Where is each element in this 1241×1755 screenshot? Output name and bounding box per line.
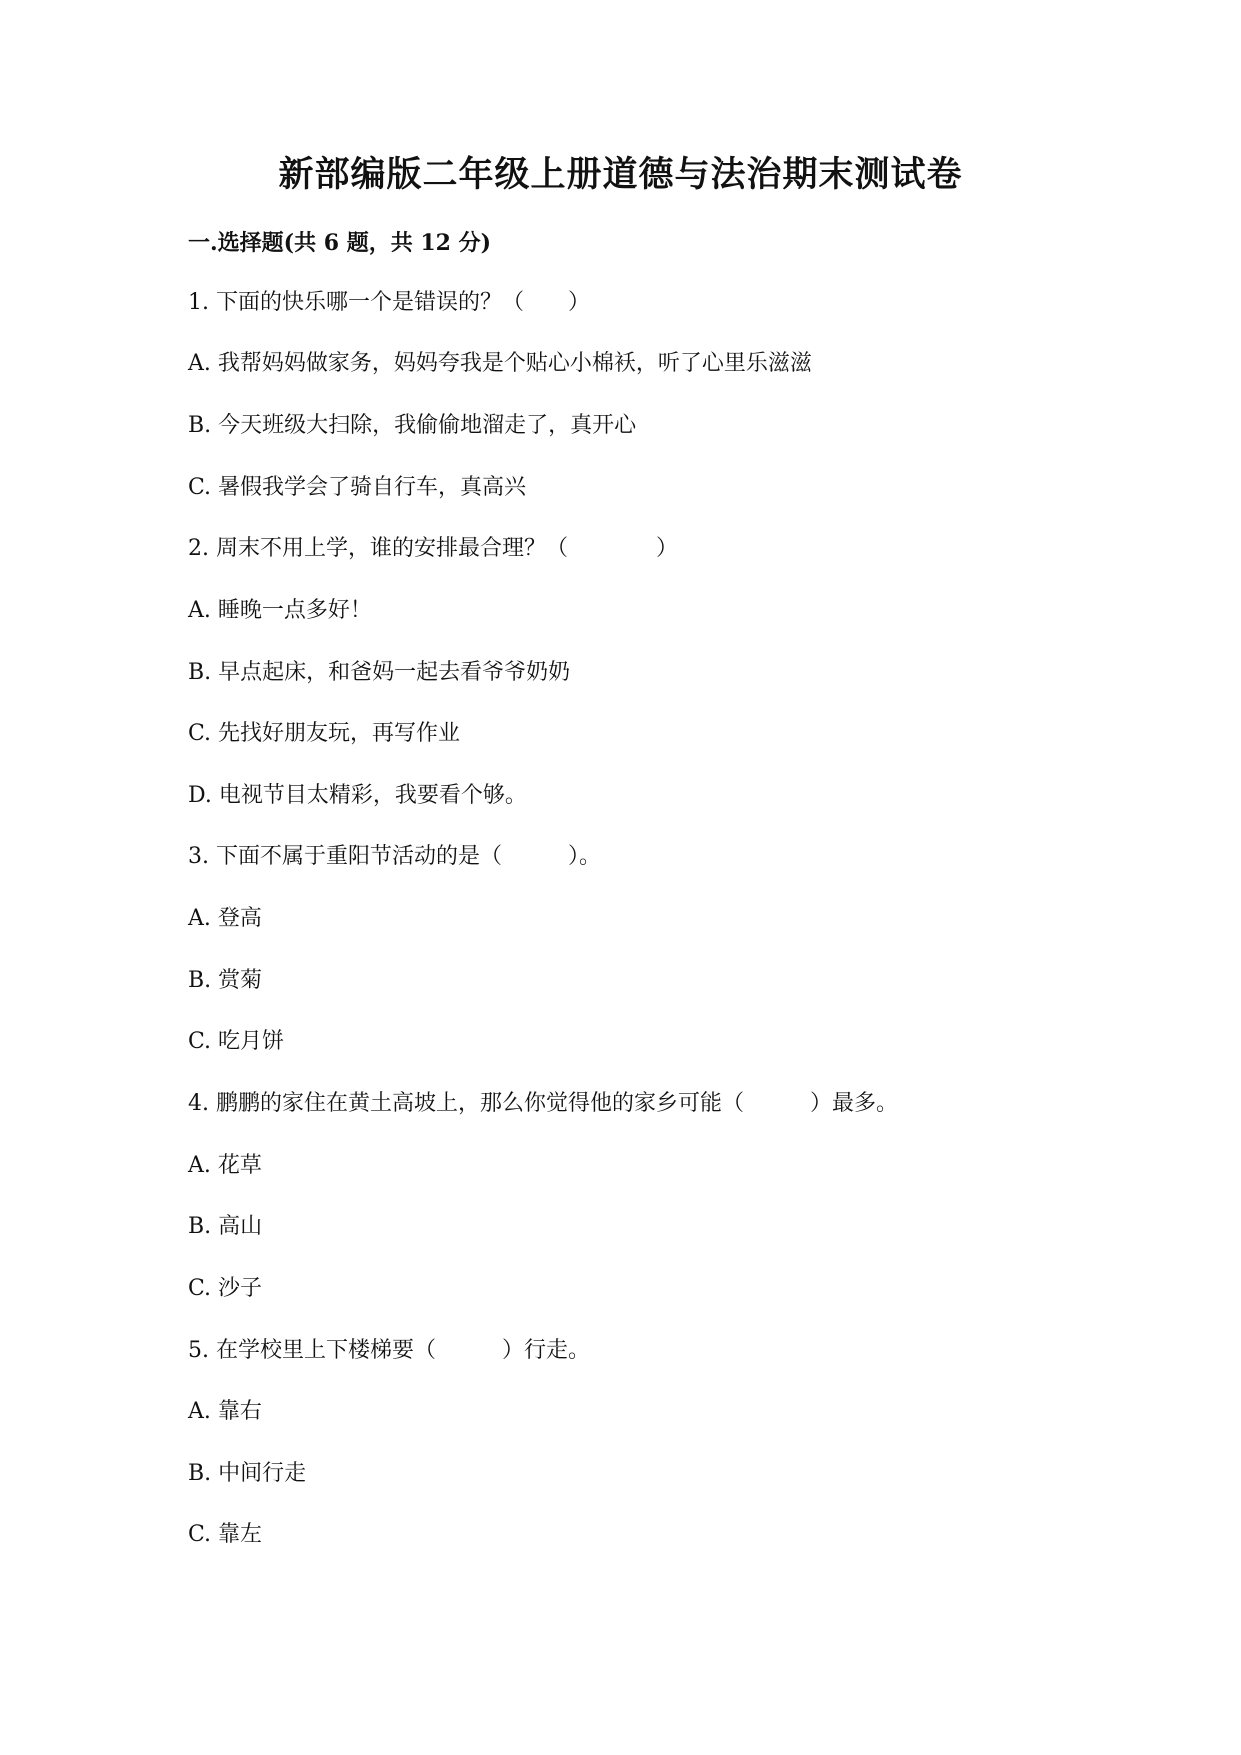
question-2-stem: 2. 周末不用上学，谁的安排最合理？（ ） (188, 536, 678, 561)
question-4-option-a: A. 花草 (188, 1153, 262, 1178)
question-1-option-b: B. 今天班级大扫除，我偷偷地溜走了，真开心 (188, 413, 637, 438)
question-1-option-c: C. 暑假我学会了骑自行车，真高兴 (188, 475, 527, 500)
question-2-option-c: C. 先找好朋友玩，再写作业 (188, 721, 461, 746)
question-5-option-a: A. 靠右 (188, 1399, 262, 1424)
section-heading: 一.选择题(共 6 题，共 12 分) (188, 230, 492, 256)
question-2-option-a: A. 睡晚一点多好！ (188, 598, 372, 623)
question-5-option-c: C. 靠左 (188, 1522, 263, 1547)
question-5-option-b: B. 中间行走 (188, 1461, 307, 1486)
question-1-option-a: A. 我帮妈妈做家务，妈妈夸我是个贴心小棉袄，听了心里乐滋滋 (188, 351, 812, 376)
question-3-option-c: C. 吃月饼 (188, 1029, 285, 1054)
question-1-stem: 1. 下面的快乐哪一个是错误的？（ ） (188, 290, 590, 315)
question-4-option-c: C. 沙子 (188, 1276, 263, 1301)
question-2-option-b: B. 早点起床，和爸妈一起去看爷爷奶奶 (188, 660, 571, 685)
question-4-stem: 4. 鹏鹏的家住在黄土高坡上，那么你觉得他的家乡可能（ ）最多。 (188, 1091, 898, 1116)
question-3-option-b: B. 赏菊 (188, 968, 263, 993)
question-4-option-b: B. 高山 (188, 1214, 263, 1239)
question-2-option-d: D. 电视节目太精彩，我要看个够。 (188, 783, 527, 808)
exam-title: 新部编版二年级上册道德与法治期末测试卷 (278, 154, 963, 195)
question-5-stem: 5. 在学校里上下楼梯要（ ）行走。 (188, 1338, 590, 1363)
question-3-stem: 3. 下面不属于重阳节活动的是（ ）。 (188, 844, 601, 869)
question-3-option-a: A. 登高 (188, 906, 262, 931)
